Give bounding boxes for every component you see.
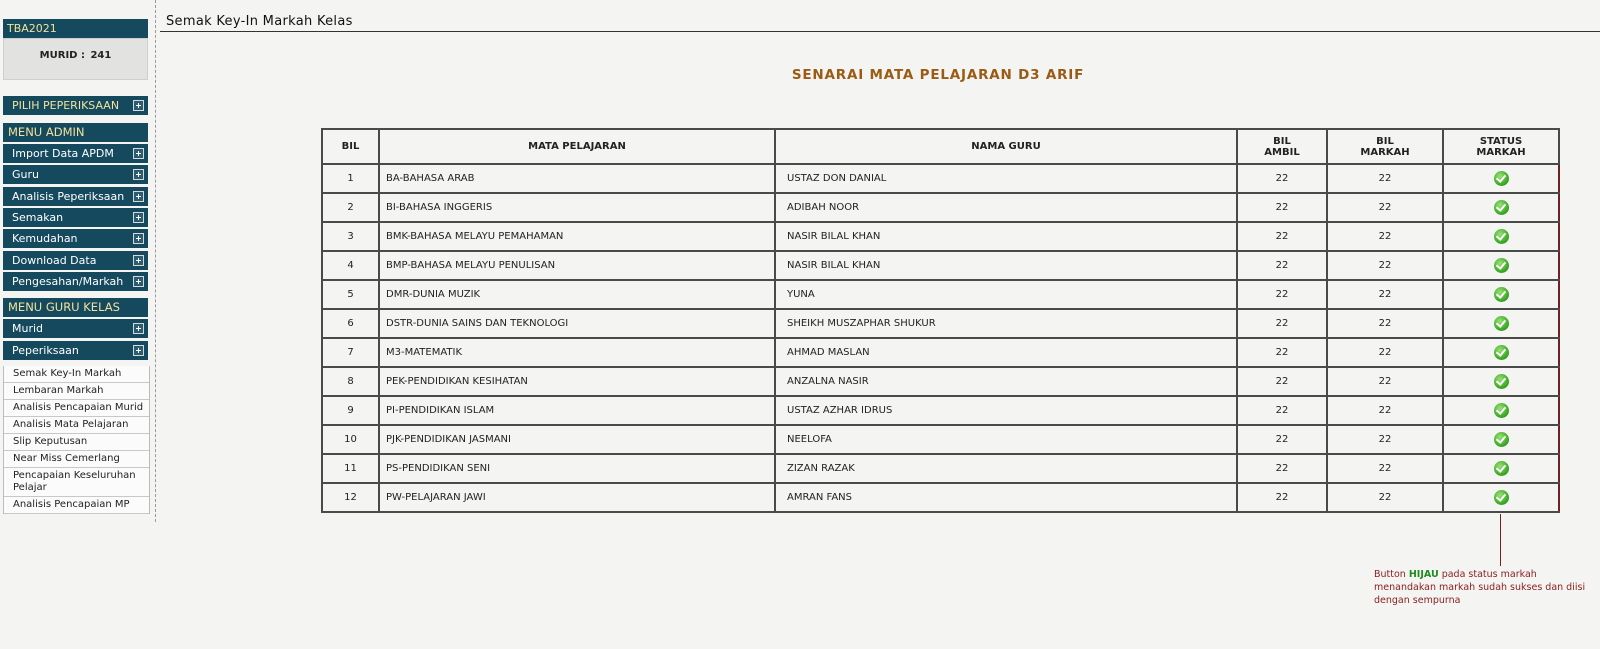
expand-icon[interactable] [133,345,144,356]
expand-icon[interactable] [133,148,144,159]
cell-bil: 12 [322,483,379,512]
table-row [322,396,1559,425]
cell-bil-markah: 22 [1327,454,1443,483]
nav-label: Pengesahan/Markah [12,275,124,288]
nav-label: Analisis Peperiksaan [12,190,125,203]
nav-label: Murid [12,322,44,335]
expand-icon[interactable] [133,100,144,111]
nav-pengesahan-markah[interactable] [3,272,148,291]
header-rule [160,31,1600,32]
murid-count-box [3,38,148,80]
status-check-icon[interactable] [1494,403,1509,418]
cell-nama-guru: ZIZAN RAZAK [775,454,1237,483]
col-bil-ambil [1237,129,1327,164]
nav-label: Kemudahan [12,232,78,245]
cell-mata-pelajaran: BMP-BAHASA MELAYU PENULISAN [379,251,775,280]
cell-status-markah [1443,396,1559,425]
cell-bil-markah: 22 [1327,309,1443,338]
cell-bil-markah: 22 [1327,483,1443,512]
cell-status-markah [1443,483,1559,512]
cell-bil: 2 [322,193,379,222]
cell-mata-pelajaran: BA-BAHASA ARAB [379,164,775,193]
note-post: pada status markah menandakan markah sudah sukses dan diisi dengan sempurna [1374,569,1586,606]
peperiksaan-submenu [3,366,150,514]
cell-bil: 4 [322,251,379,280]
nav-label: Download Data [12,254,97,267]
menu-guru-kelas-heading: MENU GURU KELAS [3,298,148,317]
cell-status-markah [1443,193,1559,222]
status-check-icon[interactable] [1494,316,1509,331]
cell-status-markah [1443,222,1559,251]
cell-bil-markah: 22 [1327,251,1443,280]
cell-status-markah [1443,251,1559,280]
school-code: TBA2021 [3,19,148,38]
nav-label: Semakan [12,211,64,224]
status-check-icon[interactable] [1494,490,1509,505]
table-row [322,280,1559,309]
cell-bil-ambil: 22 [1237,309,1327,338]
expand-icon[interactable] [133,169,144,180]
cell-mata-pelajaran: BI-BAHASA INGGERIS [379,193,775,222]
cell-bil-ambil: 22 [1237,222,1327,251]
list-title: SENARAI MATA PELAJARAN D3 ARIF [791,67,1085,83]
table-body [322,164,1559,512]
cell-mata-pelajaran: PW-PELAJARAN JAWI [379,483,775,512]
status-check-icon[interactable] [1494,229,1509,244]
nav-label: Import Data APDM [12,147,114,160]
cell-nama-guru: ADIBAH NOOR [775,193,1237,222]
note-pre: Button [1374,569,1406,580]
status-check-icon[interactable] [1494,258,1509,273]
cell-bil-ambil: 22 [1237,164,1327,193]
menu-admin-heading: MENU ADMIN [3,123,148,142]
cell-bil-markah: 22 [1327,164,1443,193]
nav-label: Guru [12,168,39,181]
subject-table [321,128,1560,513]
cell-bil: 11 [322,454,379,483]
cell-mata-pelajaran: DSTR-DUNIA SAINS DAN TEKNOLOGI [379,309,775,338]
cell-nama-guru: NASIR BILAL KHAN [775,222,1237,251]
cell-bil: 6 [322,309,379,338]
status-check-icon[interactable] [1494,200,1509,215]
cell-mata-pelajaran: M3-MATEMATIK [379,338,775,367]
nav-peperiksaan[interactable] [3,341,148,360]
table-row [322,309,1559,338]
cell-nama-guru: NASIR BILAL KHAN [775,251,1237,280]
cell-nama-guru: AHMAD MASLAN [775,338,1237,367]
cell-bil-markah: 22 [1327,338,1443,367]
cell-bil-markah: 22 [1327,193,1443,222]
table-row [322,193,1559,222]
cell-status-markah [1443,309,1559,338]
cell-bil-ambil: 22 [1237,396,1327,425]
nav-analisis-peperiksaan[interactable] [3,187,148,206]
col-bil-markah-line1: BIL [1376,135,1394,147]
nav-kemudahan[interactable] [3,229,148,248]
murid-count: 241 [90,50,112,61]
expand-icon[interactable] [133,212,144,223]
nav-guru[interactable] [3,165,148,184]
cell-nama-guru: YUNA [775,280,1237,309]
table-row [322,367,1559,396]
cell-nama-guru: USTAZ AZHAR IDRUS [775,396,1237,425]
table-row [322,222,1559,251]
col-bil: BIL [322,129,379,164]
expand-icon[interactable] [133,255,144,266]
cell-bil: 10 [322,425,379,454]
sub-analisis-pencapaian-mp[interactable]: Analisis Pencapaian MP [4,497,149,514]
cell-bil-ambil: 22 [1237,454,1327,483]
col-status-markah [1443,129,1559,164]
note-hijau: HIJAU [1408,569,1439,580]
cell-bil-ambil: 22 [1237,483,1327,512]
cell-status-markah [1443,454,1559,483]
cell-status-markah [1443,164,1559,193]
pilih-peperiksaan-button[interactable] [3,96,148,115]
expand-icon[interactable] [133,323,144,334]
status-check-icon[interactable] [1494,287,1509,302]
nav-label: Peperiksaan [12,344,79,357]
sub-semak-key-in-markah[interactable]: Semak Key-In Markah [4,366,149,383]
nav-murid[interactable] [3,319,148,338]
cell-mata-pelajaran: DMR-DUNIA MUZIK [379,280,775,309]
cell-bil-markah: 22 [1327,425,1443,454]
expand-icon[interactable] [133,276,144,287]
status-check-icon[interactable] [1494,461,1509,476]
status-legend-note [1374,568,1594,607]
cell-bil-ambil: 22 [1237,251,1327,280]
cell-bil: 9 [322,396,379,425]
sidebar-divider [155,0,156,522]
cell-nama-guru: ANZALNA NASIR [775,367,1237,396]
cell-bil: 3 [322,222,379,251]
col-status-line1: STATUS [1479,135,1523,147]
cell-bil-ambil: 22 [1237,367,1327,396]
cell-mata-pelajaran: PEK-PENDIDIKAN KESIHATAN [379,367,775,396]
cell-bil-ambil: 22 [1237,425,1327,454]
cell-nama-guru: NEELOFA [775,425,1237,454]
cell-bil: 7 [322,338,379,367]
cell-bil-ambil: 22 [1237,280,1327,309]
cell-mata-pelajaran: PI-PENDIDIKAN ISLAM [379,396,775,425]
status-check-icon[interactable] [1494,432,1509,447]
nav-semakan[interactable] [3,208,148,227]
cell-bil: 8 [322,367,379,396]
cell-status-markah [1443,338,1559,367]
cell-nama-guru: USTAZ DON DANIAL [775,164,1237,193]
sub-analisis-mata-pelajaran[interactable]: Analisis Mata Pelajaran [4,417,149,434]
table-row [322,338,1559,367]
table-row [322,454,1559,483]
nav-import-data-apdm[interactable] [3,144,148,163]
cell-mata-pelajaran: PJK-PENDIDIKAN JASMANI [379,425,775,454]
col-bil-markah [1327,129,1443,164]
col-mata-pelajaran: MATA PELAJARAN [379,129,775,164]
sub-analisis-pencapaian-murid[interactable]: Analisis Pencapaian Murid [4,400,149,417]
cell-bil-markah: 22 [1327,280,1443,309]
table-header-row [322,129,1559,164]
pilih-peperiksaan-label: PILIH PEPERIKSAAN [12,99,120,112]
col-bil-ambil-line1: BIL [1273,135,1291,147]
nav-download-data[interactable] [3,251,148,270]
cell-bil-markah: 22 [1327,396,1443,425]
table-row [322,251,1559,280]
cell-mata-pelajaran: BMK-BAHASA MELAYU PEMAHAMAN [379,222,775,251]
col-bil-ambil-line2: AMBIL [1264,146,1300,158]
sub-lembaran-markah[interactable]: Lembaran Markah [4,383,149,400]
cell-status-markah [1443,367,1559,396]
col-nama-guru: NAMA GURU [775,129,1237,164]
cell-bil-ambil: 22 [1237,193,1327,222]
col-bil-markah-line2: MARKAH [1360,146,1410,158]
cell-nama-guru: AMRAN FANS [775,483,1237,512]
table-row [322,164,1559,193]
cell-nama-guru: SHEIKH MUSZAPHAR SHUKUR [775,309,1237,338]
status-check-icon[interactable] [1494,171,1509,186]
page-title: Semak Key-In Markah Kelas [166,14,353,29]
expand-icon[interactable] [133,191,144,202]
status-check-icon[interactable] [1494,345,1509,360]
cell-bil: 5 [322,280,379,309]
sub-slip-keputusan[interactable]: Slip Keputusan [4,434,149,451]
cell-bil-ambil: 22 [1237,338,1327,367]
cell-status-markah [1443,280,1559,309]
cell-bil-markah: 22 [1327,367,1443,396]
sidebar [0,0,152,522]
sub-pencapaian-keseluruhan-pelajar[interactable]: Pencapaian Keseluruhan Pelajar [4,468,149,497]
table-row [322,425,1559,454]
col-status-line2: MARKAH [1476,146,1526,158]
cell-bil: 1 [322,164,379,193]
cell-bil-markah: 22 [1327,222,1443,251]
sub-near-miss-cemerlang[interactable]: Near Miss Cemerlang [4,451,149,468]
callout-pointer [1500,514,1501,566]
cell-status-markah [1443,425,1559,454]
murid-label: MURID : [39,50,85,61]
table-row [322,483,1559,512]
status-check-icon[interactable] [1494,374,1509,389]
cell-mata-pelajaran: PS-PENDIDIKAN SENI [379,454,775,483]
expand-icon[interactable] [133,233,144,244]
